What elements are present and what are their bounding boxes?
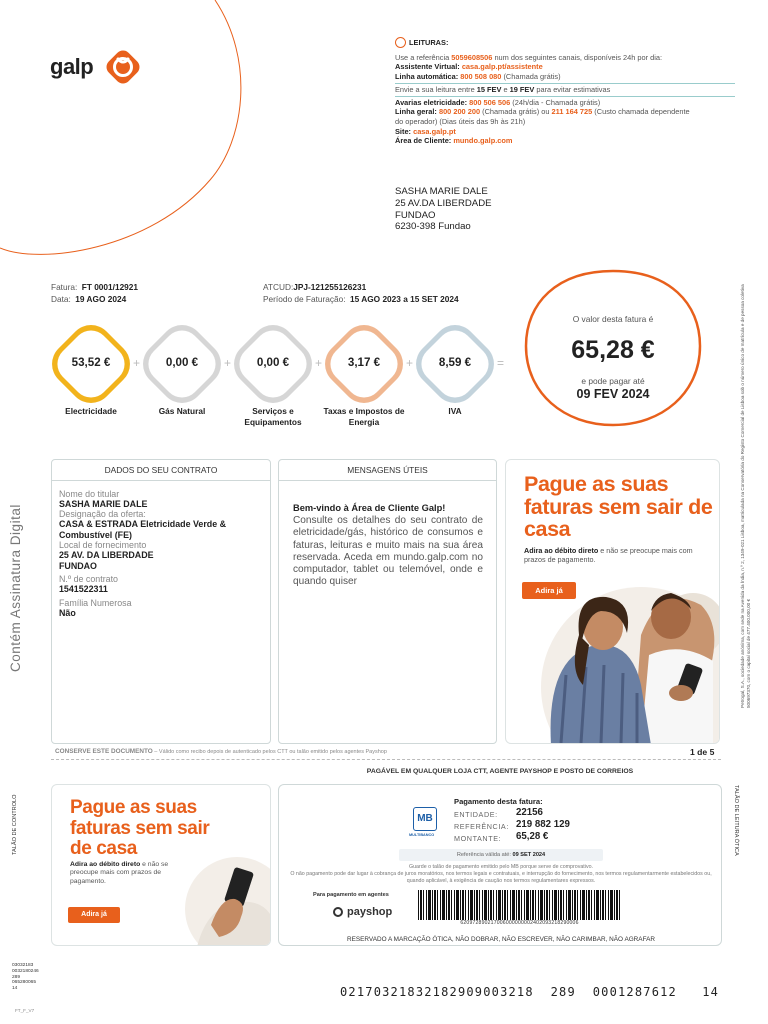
billing-period (263, 289, 459, 307)
text: do operador) (Dias úteis das 9h às 21h) (395, 116, 526, 126)
plus-sign: + (315, 356, 323, 370)
page-number: 1 de 5 (690, 747, 715, 757)
payment-notice (289, 864, 713, 885)
text: Use a referência (395, 52, 452, 62)
code: 0032180246 (12, 968, 39, 974)
contract-title: DADOS DO SEU CONTRATO (52, 460, 270, 481)
phone-hand-photo (167, 847, 271, 946)
address-line: SASHA MARIE DALE (395, 186, 488, 197)
field-label: Local de fornecimento (59, 540, 147, 551)
charge-value: 53,52 € (71, 356, 111, 369)
label: Site: (395, 126, 414, 136)
reserved-note: RESERVADO A MARCAÇÃO ÓTICA, NÃO DOBRAR, NÃO ESCREVER, NÃO CARIMBAR, NÃO AGRAFAR (347, 936, 655, 943)
promo-card-2 (51, 784, 271, 946)
text: (Chamada grátis) ou (480, 107, 552, 117)
messages-box (278, 459, 497, 744)
entity-label: ENTIDADE: (454, 810, 498, 819)
messages-title: MENSAGENS ÚTEIS (279, 460, 496, 481)
field-label: Nome do titular (59, 489, 120, 499)
large-family: Não (59, 608, 76, 619)
text: Envie a sua leitura entre (395, 84, 477, 94)
label: ATCUD: (263, 282, 294, 292)
due-date: 09 FEV 2024 (576, 387, 650, 401)
payment-box (278, 784, 722, 946)
payable-note: PAGÁVEL EM QUALQUER LOJA CTT, AGENTE PAYSHOP E POSTO DE CORREIOS (366, 768, 634, 775)
validity-value: 09 SET 2024 (512, 852, 546, 858)
contract-fields (59, 490, 264, 619)
code: 14 (12, 986, 18, 992)
address-line: FUNDAO (395, 209, 436, 221)
value: 19 AGO 2024 (75, 294, 127, 304)
invoice-date (51, 289, 126, 307)
charge-label: Serviços e Equipamentos (244, 406, 302, 427)
reference-label: REFERÊNCIA: (454, 821, 509, 831)
promo2-body (70, 861, 180, 886)
label: Data: (51, 294, 71, 304)
text: Adira ao débito direto (524, 546, 599, 555)
value: JPJ-121255126231 (293, 282, 367, 292)
address-line: 25 AV.DA LIBERDADE (395, 197, 492, 209)
general-number: 800 200 200 (438, 107, 481, 117)
field-label: Família Numerosa (59, 598, 132, 609)
payment-barcode (418, 890, 621, 920)
readings-info (395, 38, 735, 146)
address-line: 6230-398 Fundao (395, 221, 471, 233)
charge-value: 3,17 € (347, 356, 381, 369)
promo-card (505, 459, 720, 744)
validity-box (399, 849, 603, 861)
digital-signature-note: Contém Assinatura Digital (8, 504, 23, 672)
fault-number: 800 506 506 (469, 97, 511, 107)
charge-value: 8,59 € (438, 356, 472, 369)
payshop-logo: payshop (347, 906, 393, 918)
label: Período de Faturação: (263, 294, 346, 304)
control-stub-label: TALÃO DE CONTROLO (12, 794, 18, 855)
payment-title: Pagamento desta fatura: (454, 797, 543, 806)
text: e não se preocupe mais com prazos de pagamento. (524, 546, 693, 564)
optical-stub-label: TALÃO DE LEITURA ÓTICA (733, 785, 739, 856)
notice-line: Guarde o talão de pagamento emitido pelo MB porque serve de comprovativo. (408, 864, 594, 870)
label: Linha automática: (395, 72, 461, 82)
label: Área de Cliente: (395, 136, 454, 146)
date: 19 FEV (509, 84, 535, 94)
payshop-icon (333, 907, 343, 917)
label: Fatura: (51, 282, 78, 292)
text: (Custo chamada dependente (592, 107, 690, 117)
amount-value: 65,28 € (516, 831, 549, 842)
agents-label: Para pagamento em agentes (313, 892, 389, 898)
ocr-line: 02170321832182909003218 289 0001287612 14 (340, 985, 720, 999)
field-label: Designação da oferta: (59, 509, 146, 520)
galp-logo-text: galp (50, 54, 94, 79)
code: 03032183 (12, 963, 34, 968)
readings-heading: LEITURAS: (409, 38, 449, 47)
text: (24h/dia - Chamada grátis) (510, 97, 601, 107)
validity-label: Referência válida até: (456, 852, 511, 858)
plus-sign: + (133, 356, 141, 370)
legal-notice: Petrogal, S.A., sociedade anónima, com sede na Avenida da Índia, n.º 2, 1349-021 Lisboa, matriculada na Conservatória do Registo Comercial de Lisboa sob o número único de matrícula e de pessoa coletiva 500697370, com o capital social de 477.400.000,00 € (740, 284, 751, 708)
value: 15 AGO 2023 a 15 SET 2024 (350, 294, 459, 304)
multibanco-icon: MB (413, 807, 437, 831)
promo2-title: Pague as suas faturas sem sair de casa (70, 797, 210, 859)
promo-body (524, 546, 694, 564)
payment-values (516, 807, 570, 843)
code: 065280065 (12, 980, 37, 986)
text: e não se preocupe mais com prazos de pagamento. (70, 861, 169, 885)
charge-value: 0,00 € (256, 356, 290, 369)
contract-box (51, 459, 271, 744)
text: Adira ao débito direto (70, 861, 141, 868)
text: CONSERVE ESTE DOCUMENTO (55, 748, 153, 755)
text: num dos seguintes canais, disponíveis 24h por dia: (492, 52, 663, 62)
reference-value: 219 882 129 (516, 819, 570, 830)
messages-body: Consulte os detalhes do seu contrato de eletricidade/gás, histórico de consumos e faturas, leituras e muito mais na sua área reservada. Aceda em mundo.galp.com no computador, tablet ou telemóvel, onde e quando quiser (293, 515, 483, 588)
amount-label: MONTANTE: (454, 833, 502, 843)
promo-cta-button[interactable]: Adira já (522, 582, 576, 599)
date: 15 FEV (476, 84, 502, 94)
offer-name: CASA & ESTRADA Eletricidade Verde & Combustível (FE) (59, 519, 227, 540)
label: Assistente Virtual: (395, 62, 462, 72)
charge-label: Gás Natural (158, 406, 206, 416)
text: para evitar estimativas (534, 84, 611, 94)
messages-heading: Bem-vindo à Área de Cliente Galp! (293, 503, 446, 513)
recipient-address (395, 186, 492, 233)
plus-sign: + (406, 356, 414, 370)
notice-line: O não pagamento pode dar lugar à cobrança de juros moratórios, nos termos legais e contratuais, e interrupção do fornecimento, nos termos regulamentarmente estabelecidos ou, quando aplicável, à exigência de caução nos termos regulamentares expressos. (290, 871, 712, 884)
reading-reference: 5059608506 (451, 52, 493, 62)
charge-value: 0,00 € (165, 356, 199, 369)
contract-number: 1541522311 (59, 584, 108, 595)
supply-location: 25 AV. DA LIBERDADE FUNDAO (59, 550, 154, 571)
barcode-number: 620972890217006000000002402093218290006 (460, 920, 579, 926)
assistant-link[interactable]: casa.galp.pt/assistente (461, 62, 543, 72)
keep-document-note (55, 748, 387, 755)
charge-label: IVA (448, 406, 462, 416)
general-number-2: 211 164 725 (551, 107, 593, 117)
control-codes (12, 963, 39, 992)
auto-line-number: 800 508 080 (460, 72, 502, 82)
label: Linha geral: (395, 107, 439, 117)
charge-label: Taxas e Impostos de Energia (323, 406, 405, 427)
promo2-cta-button[interactable]: Adira já (68, 907, 120, 923)
field-label: N.º de contrato (59, 574, 118, 585)
version-code: FT_F_V7 (15, 1008, 35, 1013)
total-caption: O valor desta fatura é (572, 314, 654, 324)
value: FT 0001/12921 (81, 282, 139, 292)
plus-sign: + (224, 356, 232, 370)
text: – Válido como recibo depois de autenticado pelos CTT ou talão emitido pelos agentes Payshop (152, 749, 387, 755)
equals-sign: = (497, 356, 505, 370)
payment-labels (454, 809, 509, 844)
charge-label: Electricidade (65, 406, 117, 416)
code: 289 (12, 974, 21, 980)
holder-name: SASHA MARIE DALE (59, 499, 148, 509)
promo-title: Pague as suas faturas sem sair de casa (524, 472, 713, 541)
multibanco-label: MULTIBANCO (409, 833, 435, 837)
cut-line (51, 759, 721, 760)
text: e (501, 84, 510, 94)
site-link[interactable]: casa.galp.pt (413, 126, 456, 136)
due-caption: e pode pagar até (581, 376, 645, 386)
entity-value: 22156 (516, 807, 543, 818)
couple-photo (541, 575, 720, 744)
total-amount: 65,28 € (571, 336, 655, 364)
text: (Chamada grátis) (501, 72, 561, 82)
galp-logo-icon (101, 45, 145, 89)
client-area-link[interactable]: mundo.galp.com (453, 136, 513, 146)
label: Avarias eletricidade: (395, 97, 470, 107)
